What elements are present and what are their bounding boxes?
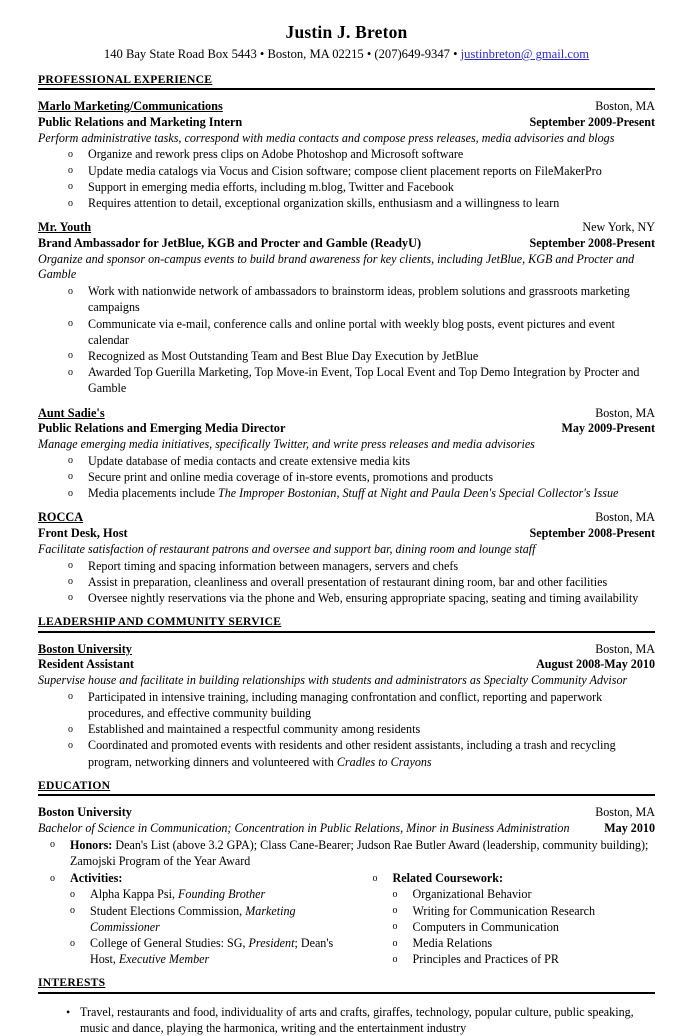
job-dates: September 2008-Present [529, 526, 655, 541]
job-title: Front Desk, Host [38, 526, 128, 541]
activity-role: Marketing Commissioner [90, 903, 296, 934]
employer-location: Boston, MA [595, 405, 655, 420]
activity-text-2: ; Dean's Host, [90, 936, 334, 967]
employer-name: Mr. Youth [38, 220, 92, 235]
list-item: o Support in emerging media efforts, including m.blog, Twitter and Facebook [38, 179, 655, 195]
activity-role-2: Executive Member [118, 952, 210, 967]
job-summary: Perform administrative tasks, correspond with media contacts and compose press releases, media advisories and blogs [38, 130, 615, 145]
activity-text: Student Elections Commission, [90, 903, 246, 918]
leadership-entry [38, 642, 655, 770]
education-columns [38, 870, 655, 967]
entry-school-row [38, 805, 655, 821]
experience-entry [38, 99, 655, 211]
education-entry [38, 805, 655, 967]
entry-org-row [38, 220, 655, 236]
list-item: o Recognized as Most Outstanding Team and Best Blue Day Execution by JetBlue [38, 348, 655, 364]
entry-title-row [38, 236, 655, 252]
job-summary: Facilitate satisfaction of restaurant patrons and oversee and support bar, dining room and lounge staff [38, 541, 536, 556]
honors-list [38, 837, 655, 869]
job-dates: September 2009-Present [529, 114, 655, 129]
list-item: o Established and maintained a respectful community among residents [38, 721, 655, 737]
list-item: o Assist in preparation, cleanliness and overall presentation of restaurant dining room, bar and other facilities [38, 574, 655, 590]
list-item: o Organizational Behavior [361, 886, 656, 902]
activities-list [38, 886, 347, 967]
list-item: • Travel, restaurants and food, individuality of arts and crafts, giraffes, technology, popular culture, public speaking, music and dance, playing the harmonica, writing and the entertainment industry [38, 1004, 655, 1036]
list-item: o Awarded Top Guerilla Marketing, Top Move-in Event, Top Local Event and Top Demo Integration by Procter and Gamble [38, 364, 655, 396]
section-leadership [38, 615, 655, 770]
job-title: Brand Ambassador for JetBlue, KGB and Procter and Gamble (ReadyU) [38, 235, 422, 250]
entry-title-row [38, 421, 655, 437]
organization-location: Boston, MA [595, 641, 655, 656]
employer-location: New York, NY [582, 220, 655, 235]
job-bullet-list [38, 558, 655, 607]
section-interests [38, 976, 655, 1036]
honors-text: Dean's List (above 3.2 GPA); Class Cane-Bearer; Judson Rae Butler Award (leadership, community building); Zamojski Program of the Year Award [70, 837, 649, 868]
role-summary: Supervise house and facilitate in building relationships with students and administrators as Specialty Community Advisor [38, 673, 628, 688]
list-item [38, 737, 655, 769]
section-heading: LEADERSHIP AND COMMUNITY SERVICE [38, 615, 655, 632]
job-dates: May 2009-Present [561, 421, 655, 436]
list-item [38, 935, 347, 967]
entry-degree-row [38, 821, 655, 837]
role-dates: August 2008-May 2010 [536, 657, 655, 672]
entry-title-row [38, 115, 655, 131]
section-heading: EDUCATION [38, 779, 655, 796]
email-link[interactable]: justinbreton@ gmail.com [460, 46, 590, 61]
bullet-italic-text: The Improper Bostonian, Stuff at Night and Paula Deen's Special Collector's Issue [217, 486, 619, 501]
list-item: o Oversee nightly reservations via the phone and Web, ensuring appropriate spacing, seating and timing availability [38, 590, 655, 606]
list-item [38, 485, 655, 501]
list-item: o Update media catalogs via Vocus and Cision software; compose client placement reports on FileMakerPro [38, 163, 655, 179]
list-item [38, 886, 347, 902]
activity-role: Founding Brother [178, 887, 266, 902]
list-item [38, 903, 347, 935]
job-title: Public Relations and Emerging Media Director [38, 421, 286, 436]
job-bullet-list [38, 283, 655, 396]
list-item: o Media Relations [361, 935, 656, 951]
coursework-column [347, 870, 656, 967]
job-summary: Organize and sponsor on-campus events to build brand awareness for key clients, including JetBlue, KGB and Procter and Gamble [38, 251, 635, 282]
employer-name: Marlo Marketing/Communications [38, 99, 223, 114]
contact-line [38, 45, 655, 64]
bullet-text: Media placements include [88, 486, 218, 501]
job-dates: September 2008-Present [529, 235, 655, 250]
entry-org-row [38, 642, 655, 658]
list-item: o Report timing and spacing information between managers, servers and chefs [38, 558, 655, 574]
bullet-italic-text: Cradles to Crayons [336, 754, 432, 769]
employer-name: ROCCA [38, 510, 84, 525]
activities-column [38, 870, 347, 967]
list-item: o Secure print and online media coverage of in-store events, promotions and products [38, 469, 655, 485]
list-item: o Computers in Communication [361, 919, 656, 935]
role-title: Resident Assistant [38, 657, 134, 672]
entry-org-row [38, 406, 655, 422]
entry-title-row [38, 526, 655, 542]
list-item: o Requires attention to detail, exceptional organization skills, enthusiasm and a willingness to learn [38, 195, 655, 211]
employer-location: Boston, MA [595, 99, 655, 114]
list-item [38, 837, 655, 869]
section-education [38, 779, 655, 968]
coursework-label: o Related Coursework: [361, 870, 656, 886]
contact-details: 140 Bay State Road Box 5443 • Boston, MA 02215 • (207)649-9347 • [103, 46, 461, 61]
activity-text: Alpha Kappa Psi, [90, 887, 179, 902]
interests-list [38, 1004, 655, 1036]
role-bullet-list [38, 689, 655, 770]
section-professional-experience [38, 73, 655, 606]
entry-title-row [38, 657, 655, 673]
list-item: o Update database of media contacts and create extensive media kits [38, 453, 655, 469]
experience-entry [38, 220, 655, 396]
school-location: Boston, MA [595, 805, 655, 820]
activity-text: College of General Studies: SG, [90, 936, 249, 951]
section-heading: INTERESTS [38, 976, 655, 993]
activity-role: President [248, 936, 295, 951]
experience-entry [38, 510, 655, 606]
list-item: o Writing for Communication Research [361, 903, 656, 919]
degree-text: Bachelor of Science in Communication; Concentration in Public Relations, Minor in Business Administration [38, 821, 570, 836]
list-item: o Participated in intensive training, including managing confrontation and conflict, reporting and paperwork procedures, and effective community building [38, 689, 655, 721]
job-bullet-list [38, 146, 655, 211]
coursework-list [361, 886, 656, 967]
graduation-date: May 2010 [604, 821, 655, 836]
section-heading: PROFESSIONAL EXPERIENCE [38, 73, 655, 90]
school-name: Boston University [38, 805, 132, 820]
experience-entry [38, 406, 655, 502]
list-item: o Principles and Practices of PR [361, 951, 656, 967]
entry-org-row [38, 510, 655, 526]
list-item: o Organize and rework press clips on Adobe Photoshop and Microsoft software [38, 146, 655, 162]
entry-org-row [38, 99, 655, 115]
job-summary: Manage emerging media initiatives, specifically Twitter, and write press releases and media advisories [38, 437, 535, 452]
employer-location: Boston, MA [595, 510, 655, 525]
job-title: Public Relations and Marketing Intern [38, 114, 243, 129]
activities-label: o Activities: [38, 870, 347, 886]
honors-label: Honors: [70, 837, 113, 852]
page-title: Justin J. Breton [285, 22, 408, 42]
organization-name: Boston University [38, 641, 132, 656]
bullet-text: Coordinated and promoted events with residents and other resident assistants, including a trash and recycling program, networking dinners and volunteered with [88, 738, 616, 769]
list-item: o Work with nationwide network of ambassadors to brainstorm ideas, problem solutions and grassroots marketing campaigns [38, 283, 655, 315]
employer-name: Aunt Sadie's [38, 405, 105, 420]
list-item: o Communicate via e-mail, conference calls and online portal with weekly blog posts, event pictures and event calendar [38, 316, 655, 348]
job-bullet-list [38, 453, 655, 502]
